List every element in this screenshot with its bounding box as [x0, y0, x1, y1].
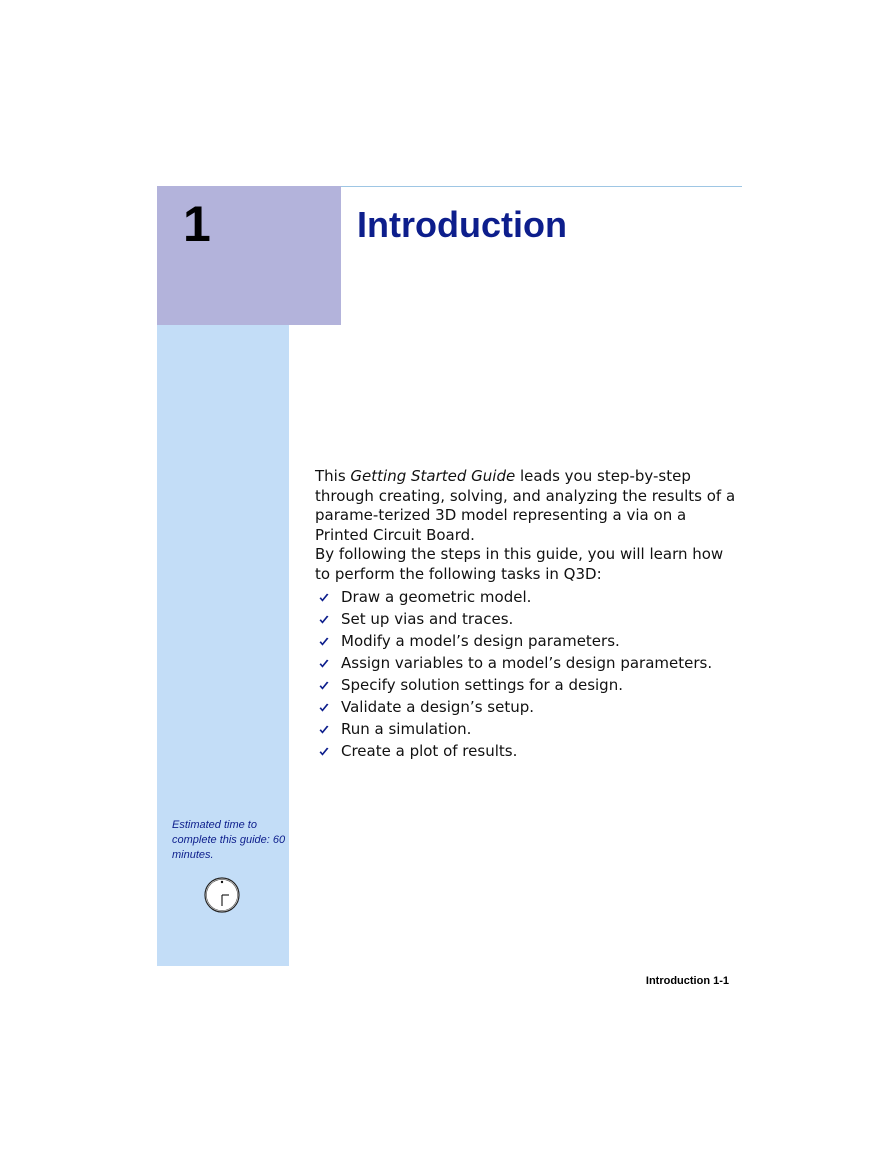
checkmark-icon: [318, 658, 330, 670]
intro-paragraph: [315, 467, 737, 545]
guide-title: Getting Started Guide: [350, 467, 516, 485]
chapter-body: [315, 467, 737, 763]
task-item-label: Modify a model’s design parameters.: [341, 632, 620, 651]
checkmark-icon: [318, 746, 330, 758]
task-item: [315, 653, 737, 675]
task-item-label: Run a simulation.: [341, 720, 472, 739]
task-list: [315, 587, 737, 763]
checkmark-icon: [318, 636, 330, 648]
task-item: [315, 675, 737, 697]
task-item-label: Validate a design’s setup.: [341, 698, 535, 717]
intro-prefix: This: [315, 467, 351, 485]
time-estimate-note: Estimated time to complete this guide: 60 minutes.: [172, 819, 286, 861]
page-footer: Introduction 1-1: [645, 975, 729, 987]
checkmark-icon: [318, 680, 330, 692]
task-item: [315, 741, 737, 763]
task-item: [315, 631, 737, 653]
task-item: [315, 609, 737, 631]
task-item-label: Draw a geometric model.: [341, 588, 532, 607]
intro-suffix: leads you step-by-step through creating, solving, and analyzing the results of a parame-terized 3D model representing a via on a Printed Circuit Board.: [315, 467, 736, 544]
checkmark-icon: [318, 724, 330, 736]
task-item: [315, 587, 737, 609]
checkmark-icon: [318, 702, 330, 714]
checkmark-icon: [318, 614, 330, 626]
task-item-label: Specify solution settings for a design.: [341, 676, 623, 695]
task-item-label: Set up vias and traces.: [341, 610, 514, 629]
task-item-label: Assign variables to a model’s design parameters.: [341, 654, 713, 673]
chapter-title: Introduction: [357, 204, 567, 245]
lead-in-paragraph: By following the steps in this guide, you will learn how to perform the following tasks in Q3D:: [315, 545, 724, 583]
clock-icon: [203, 876, 241, 914]
checkmark-icon: [318, 592, 330, 604]
task-item: [315, 697, 737, 719]
chapter-number: 1: [183, 196, 211, 252]
task-item: [315, 719, 737, 741]
task-item-label: Create a plot of results.: [341, 742, 518, 761]
